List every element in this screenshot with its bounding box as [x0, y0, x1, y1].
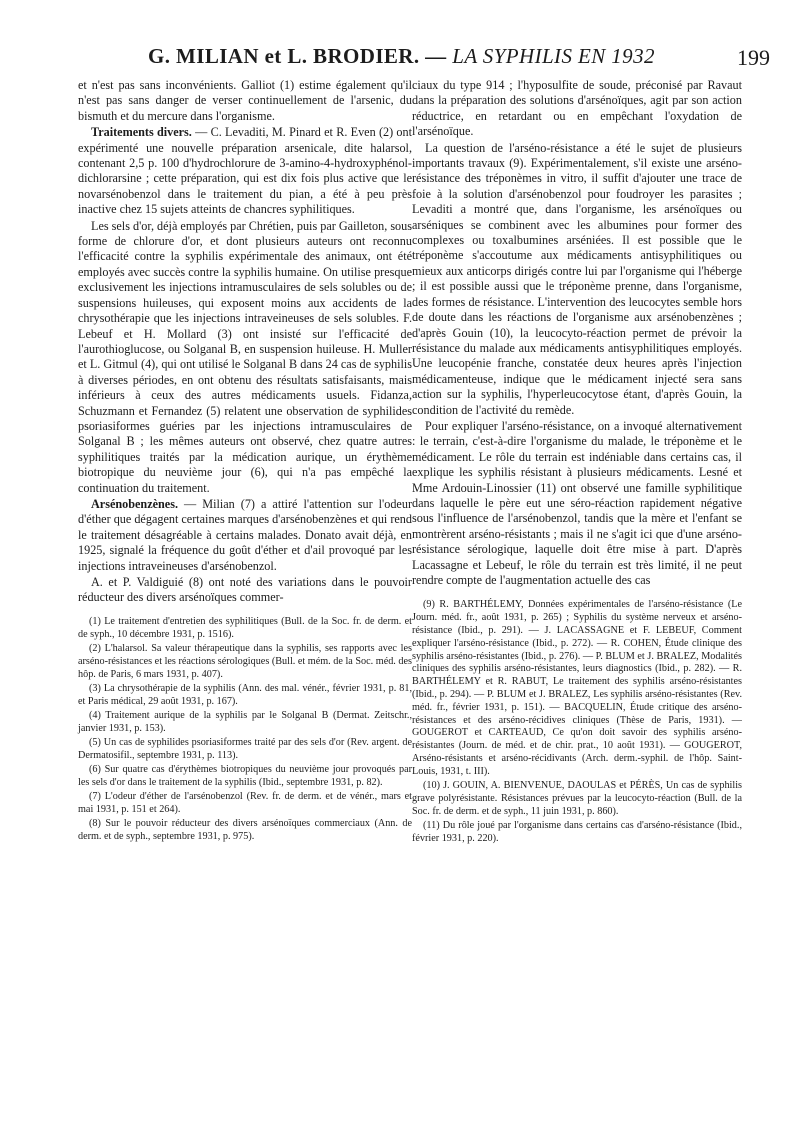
paragraph-hyposulfite: ciaux du type 914 ; l'hyposulfite de soude, préconisé par Ravaut dans la préparation des solutions d'arsénoïques, agit par son action réductrice, en retardant ou en empêchant l'oxydation de l'arsénoïque. — [412, 78, 742, 139]
header-dash: — — [419, 44, 453, 68]
left-footnotes — [78, 616, 412, 844]
footnote: (7) L'odeur d'éther de l'arsénobenzol (Rev. fr. de derm. et de vénér., mars et mai 1931, p. 151 et 264). — [78, 791, 412, 815]
footnote: (8) Sur le pouvoir réducteur des divers arsénoïques commerciaux (Ann. de derm. et de syph., septembre 1931, p. 975). — [78, 818, 412, 843]
section-heading-arsenobenzenes: Arsénobenzènes. — [91, 496, 178, 511]
footnote: (6) Sur quatre cas d'érythèmes biotropiques du neuvième jour provoqués par les sels d'or dans le traitement de la syphilis (Ibid., septembre 1931, p. 82). — [78, 764, 412, 788]
footnote: (10) J. GOUIN, A. BIENVENUE, DAOULAS et PÉRÈS, Un cas de syphilis grave polyrésistante. Résistances prévues par la leucocyto-réaction (Bull. de la Soc. fr. de derm. et de syph., 11 juin 1931, p. 860). — [412, 780, 742, 817]
paragraph-terrain: Pour expliquer l'arséno-résistance, on a invoqué alternativement : le terrain, c'est-à-dire l'organisme du malade, le tréponème et le médicament. Le rôle du terrain est indéniable dans certains cas, il explique les syphilis résistant à plusieurs médicaments. Lesné et Mme Ardouin-Linossier (11) ont observé une famille syphilitique dans laquelle le père eut une séro-réaction rapidement négative sous l'influence de l'arsénobenzol, tandis que la mère et l'enfant se montrèrent arséno-résistants ; mais il ne s'agit ici que d'une arséno-résistance sérologique, laquelle doit être mise à part. D'après Lacassagne et Lebeuf, le rôle du terrain est très limité, il ne peut rendre compte de l'augmentation actuelle des cas — [412, 418, 742, 587]
header-title: LA SYPHILIS EN 1932 — [452, 44, 655, 68]
footnote: (3) La chrysothérapie de la syphilis (Ann. des mal. vénér., février 1931, p. 81, et Paris médical, 29 août 1931, p. 167). — [78, 682, 412, 707]
paragraph-arseno-resistance: La question de l'arséno-résistance a été le sujet de plusieurs importants travaux (9). Expérimentalement, s'il existe une arséno-résistance des tréponèmes in vitro, il suffit d'ajouter une trace de foie à la solution d'arsénobenzol pour foudroyer les parasites ; Levaditi a montré que, dans l'organisme, les arsénoïques ou arséniques se combinent avec les albumines pour former des complexes ou toxalbumines arséniées. Il est possible que le tréponème s'accoutume aux médicaments antisyphilitiques ou mieux aux anticorps dirigés contre lui par l'organisme qui l'héberge ; il est possible aussi que le tréponème prenne, dans l'organisme, des formes de résistance. L'intervention des leucocytes semble hors de doute dans les réactions de l'organisme aux arsénobenzènes ; d'après Gouin (10), la leucocyto-réaction permet de prévoir la résistance du malade aux médicaments antisyphilitiques employés. Une leucopénie franche, constatée deux heures après l'injection médicamenteuse, indique que le médicament injecté sera sans action sur la syphilis, l'hyperleucocytose étant, d'après Gouin, la condition de l'activité du remède. — [412, 140, 742, 417]
paragraph-arsenobenzenes — [78, 497, 412, 574]
paragraph-text: — C. Levaditi, M. Pinard et R. Even (2) ont expérimenté une nouvelle préparation arsenicale, dite halarsol, contenant 2,5 p. 100 d'hydrochlorure de 3-amino-4-hydroxyphénol-dichlorarsine ; cette préparation, qui est dix fois plus active que le novarsénobenzol dans le traitement du pian, a été à peu près inactive chez 15 sujets atteints de chancres syphilitiques. — [78, 125, 412, 217]
right-footnotes — [412, 599, 742, 845]
page-number: 199 — [737, 45, 770, 70]
paragraph-text: — Milian (7) a attiré l'attention sur l'odeur d'éther que dégagent certaines marques d'arsénobenzènes et qui rend le traitement désagréable à certains malades. Donato avait déjà, en 1925, signalé la fréquence du goût d'éther et d'ail provoqué par les injections intraveineuses d'arsénobenzol. — [78, 496, 412, 573]
running-head — [148, 44, 770, 78]
paragraph-galliot: et n'est pas sans inconvénients. Galliot (1) estime également qu'il n'est pas sans danger de verser continuellement de l'arsenic, du bismuth et du mercure dans l'organisme. — [78, 78, 412, 123]
section-heading-traitements: Traitements divers. — [91, 125, 192, 140]
footnote: (11) Du rôle joué par l'organisme dans certains cas d'arséno-résistance (Ibid., février 1931, p. 220). — [412, 819, 742, 844]
footnote: (9) R. BARTHÉLEMY, Données expérimentales de l'arséno-résistance (Le Journ. méd. fr., août 1931, p. 265) ; Syphilis du système nerveux et arséno-résistance (Ibid., p. 291). — J. LACASSAGNE et F. LEBEUF, Comment expliquer l'arséno-résistance (Ibid., p. 272). — R. COHEN, Étude clinique des syphilis arséno-résistantes (Ibid., p. 276). — P. BLUM et J. BRALEZ, Modalités cliniques des syphilis arséno-résistantes, leurs diagnostics (Ibid., p. 282). — R. BARTHÉLEMY et R. RABUT, Le traitement des syphilis arséno-résistantes (Ibid., p. 294). — P. BLUM et J. BRALEZ, Les syphilis arséno-résistantes (Rev. méd. fr., février 1931, p. 151). — BACQUELIN, Étude critique des arséno-résistances et des arséno-récidives cliniques (Thèse de Paris, 1931). — GOUGEROT et CARTEAUD, Ce qu'on doit savoir des syphilis arséno-résistantes (Journ. de méd. et de chir. prat., 10 août 1931). — GOUGEROT, Arséno-résistants et arséno-récidivants (Arch. derm.-syphil. de l'hôp. Saint-Louis, 1931, t. III). — [412, 599, 742, 777]
paragraph-valdiguie: A. et P. Valdiguié (8) ont noté des variations dans le pouvoir réducteur des divers arsénoïques commer- — [78, 575, 412, 605]
footnote: (4) Traitement aurique de la syphilis par le Solganal B (Dermat. Zeitschr., janvier 1931, p. 153). — [78, 709, 412, 734]
right-column — [412, 78, 742, 847]
footnote: (2) L'halarsol. Sa valeur thérapeutique dans la syphilis, ses rapports avec les arséno-résistances et les réactions sérologiques (Bull. et mém. de la Soc. méd. des hôp. de Paris, 6 mars 1931, p. 407). — [78, 642, 412, 680]
footnote: (1) Le traitement d'entretien des syphilitiques (Bull. de la Soc. fr. de derm. et de syph., 10 décembre 1931, p. 1516). — [78, 615, 412, 640]
footnote: (5) Un cas de syphilides psoriasiformes traité par des sels d'or (Rev. argent. de Dermatosifil., septembre 1931, p. 113). — [78, 736, 412, 761]
header-authors: G. MILIAN et L. BRODIER. — [148, 44, 420, 68]
paragraph-sels-or: Les sels d'or, déjà employés par Chrétien, puis par Gailleton, sous forme de chlorure d'or, et dont plusieurs auteurs ont reconnu l'efficacité contre la syphilis expérimentale des animaux, ont été employés avec succès contre la syphilis humaine. On utilise presque exclusivement les injections intramusculaires de sels solubles ou de suspensions huileuses, qui exposent moins aux accidents de la chrysothérapie que les injections intraveineuses de sels solubles. F. Lebeuf et H. Mollard (3) ont insisté sur l'efficacité de l'aurothioglucose, ou Solganal B, en suspension huileuse. H. Muller et L. Gitmul (4), qui ont utilisé le Solganal B dans 24 cas de syphilis à diverses périodes, en ont obtenu des résultats satisfaisants, mais inférieurs à ceux des autres médicaments usuels. Fidanza, Schuzmann et Fernandez (5) relatent une observation de syphilides psoriasiformes guéries par les injections intramusculaires de Solganal B ; les mêmes auteurs ont observé, chez quatre autres syphilitiques traités par la médication aurique, un érythème biotropique du neuvième jour (6), qui n'a pas empêché la continuation du traitement. — [78, 218, 412, 495]
paragraph-traitements-divers — [78, 125, 412, 217]
left-column — [78, 78, 412, 845]
running-title — [148, 44, 655, 69]
